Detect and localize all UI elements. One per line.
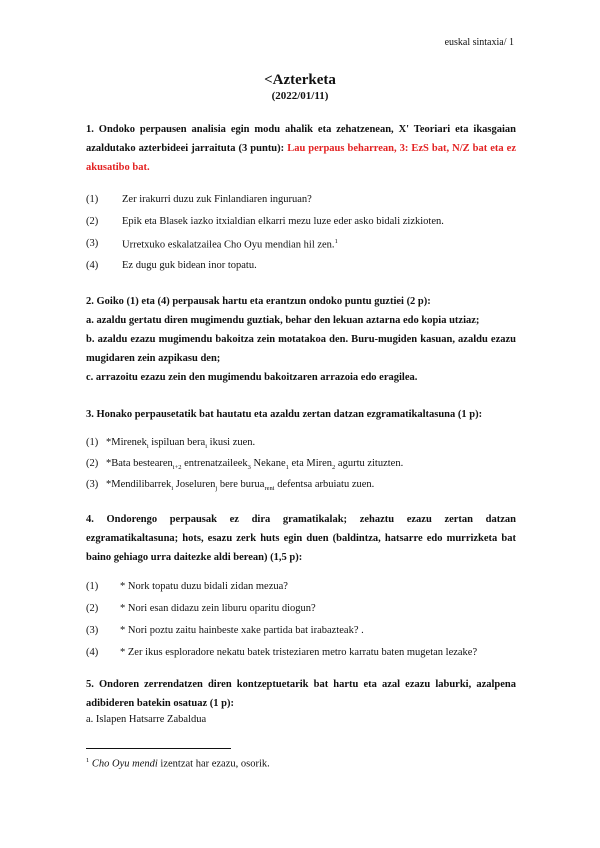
item-number: (1) (86, 437, 99, 448)
index-subscript: i (205, 443, 208, 451)
item-text-part: ikusi zuen. (207, 437, 256, 448)
item-text-part: bere burua (217, 479, 265, 490)
item-number: (2) (86, 603, 99, 614)
question-2-b: b. azaldu ezazu mugimendu bakoitza zein motatakoa den. Buru-mugiden kasuan, azaldu ezazu mugidaren zein azpikasu den; (86, 334, 516, 364)
item-number: (2) (86, 216, 99, 227)
item-number: (4) (86, 647, 99, 658)
item-text: Epik eta Blasek iazko itxialdian elkarri mezu luze eder asko bidali zizkioten. (122, 216, 444, 227)
item-text-part: agurtu zituzten. (335, 458, 404, 469)
question-2-c: c. arrazoitu ezazu zein den mugimendu bakoitzaren arrazoia edo eragilea. (86, 372, 418, 383)
title-block (0, 72, 600, 102)
index-subscript: i+2 (172, 464, 182, 472)
question-5-prompt: 5. Ondoren zerrendatzen diren kontzeptuetarik bat hartu eta azal ezazu laburki, azalpena adibideren batekin osatuaz (1 p): (86, 679, 516, 709)
index-subscript: j (215, 485, 218, 493)
item-text-part: ispiluan bera (148, 437, 206, 448)
question-3-prompt: 3. Honako perpausetatik bat hautatu eta azaldu zertan datzan ezgramatikaltasuna (1 p): (86, 409, 483, 420)
index-subscript: 1 (285, 464, 289, 472)
item-number: (2) (86, 458, 99, 469)
item-text-part: *Mirenek (106, 437, 147, 448)
item-text (106, 458, 403, 471)
question-2-prompt: 2. Goiko (1) eta (4) perpausak hartu eta erantzun ondoko puntu guztiei (2 p): (86, 296, 431, 307)
question-1-prompt (86, 120, 516, 177)
item-text-part: Joseluren (173, 479, 216, 490)
item-number: (4) (86, 260, 99, 271)
item-number: (3) (86, 479, 99, 490)
question-2-a: a. azaldu gertatu diren mugimendu guztiak, behar den lekuan aztarna edo kopia utziaz; (86, 315, 480, 326)
item-number: (1) (86, 581, 99, 592)
question-1-text: 1. Ondoko perpausen analisia egin modu ahalik eta zehatzenean, X' Teoriari eta ikasgaian azaldutako azterbideei jarraituta (3 puntu): (86, 124, 516, 154)
index-subscript: 2 (332, 464, 336, 472)
index-subscript: 3 (247, 464, 251, 472)
item-text-part: eta Miren (288, 458, 333, 469)
item-text-part: *Mendilibarrek (106, 479, 172, 490)
item-text (106, 479, 374, 492)
item-text: * Zer ikus esploradore nekatu batek tristeziaren metro karratu baten mugetan lezake? (120, 647, 478, 658)
item-text: Ez dugu guk bidean inor topatu. (122, 260, 257, 271)
footnote (86, 757, 270, 770)
index-subscript: i (272, 485, 275, 493)
running-header: euskal sintaxia/ 1 (444, 37, 514, 48)
item-text: * Nori poztu zaitu hainbeste xake partida bat irabazteak? . (120, 625, 364, 636)
footnote-ref: 1 (334, 238, 338, 245)
item-number: (1) (86, 194, 99, 205)
exam-date: (2022/01/11) (271, 90, 329, 102)
item-text-part: *Bata bestearen (106, 458, 173, 469)
question-4-prompt: 4. Ondorengo perpausak ez dira gramatikalak; zehaztu ezazu zertan datzan ezgramatikaltasuna; hots, esazu zerk huts egin duen (baldintza, hatsarre edo murrizketa bat baino gehiago urra daitezke aldi berean) (1,5 p): (86, 514, 516, 563)
item-text-part: entrenatzaileek (181, 458, 248, 469)
item-text: Zer irakurri duzu zuk Finlandiaren inguruan? (122, 194, 312, 205)
footnote-divider (86, 748, 231, 749)
question-5-a: a. Islapen Hatsarre Zabaldua (86, 714, 207, 725)
item-number: (3) (86, 238, 99, 249)
index-subscript: ren (264, 485, 273, 493)
footnote-text: izentzat har ezazu, osorik. (157, 758, 270, 770)
index-subscript: i (171, 485, 174, 493)
item-text: * Nori esan didazu zein liburu oparitu diogun? (120, 603, 316, 614)
item-text (122, 238, 338, 251)
item-number: (3) (86, 625, 99, 636)
index-subscript: i (146, 443, 149, 451)
item-text-part: defentsa arbuiatu zuen. (274, 479, 375, 490)
page-title: <Azterketa (264, 72, 336, 88)
question-1-note: Lau perpaus beharrean, 3: EzS bat, N/Z bat eta ez akusatibo bat. (86, 143, 517, 173)
item-text-body: Urretxuko eskalatzailea Cho Oyu mendian hil zen. (122, 239, 335, 251)
footnote-italic: Cho Oyu mendi (91, 758, 158, 770)
item-text: * Nork topatu duzu bidali zidan mezua? (120, 581, 288, 592)
item-text-part: Nekane (250, 458, 286, 469)
item-text (106, 437, 255, 450)
footnote-number: 1 (86, 757, 90, 764)
